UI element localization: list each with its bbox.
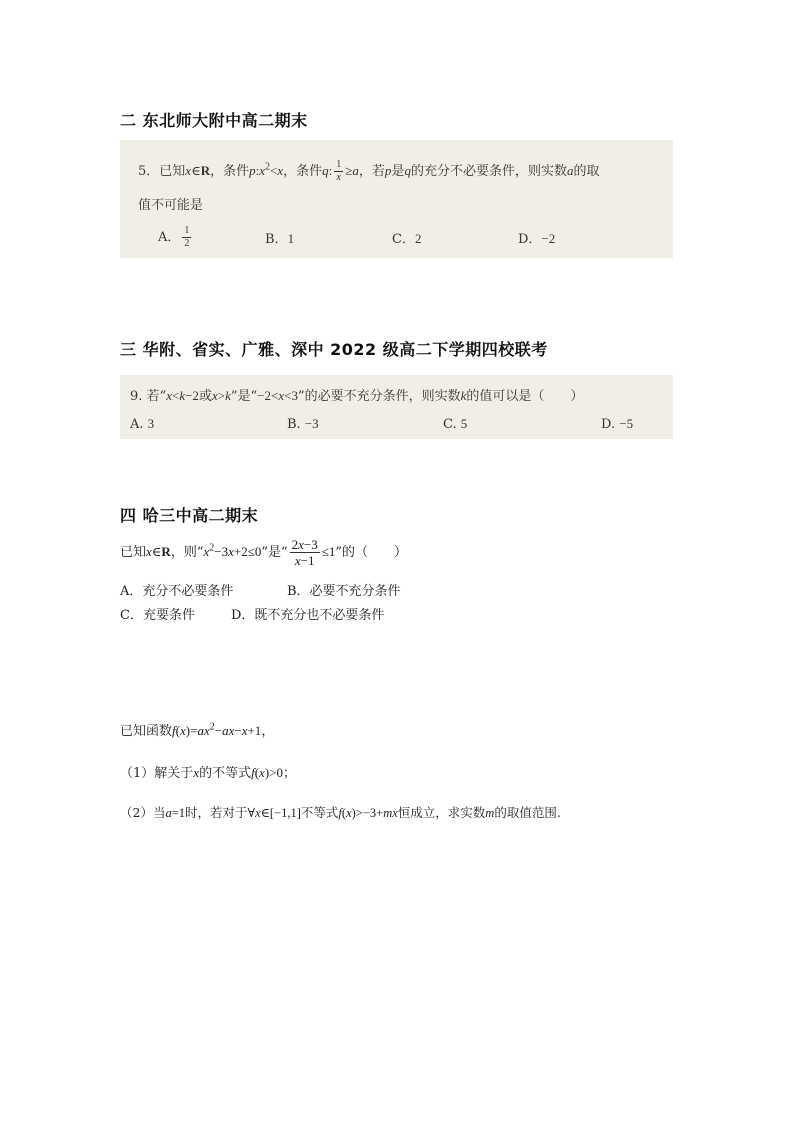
option-a: A．充分不必要条件 <box>120 584 234 599</box>
question-5-line1: 5．已知x∈R，条件$p:x^2<x$，条件q: $\frac{1}{x}$ ≥a，若p是q的充分不必要条件，则实数a的取 <box>138 159 600 183</box>
option-c: C. 5 <box>443 416 468 432</box>
option-a: A. 3 <box>130 416 155 432</box>
problem-part-1: （1）解关于x的不等式f(x)>0； <box>120 765 297 781</box>
option-c: C．2 <box>392 231 422 247</box>
question-9-line1: 9. 若“x<k−2或x>k”是“−2<x<3”的必要不充分条件，则实数k的值可以是（ ） <box>130 388 584 404</box>
question-5-line2: 值不可能是 <box>138 198 204 213</box>
option-b: B. −3 <box>287 416 319 432</box>
option-c: C．充要条件 <box>120 608 195 623</box>
section-heading-2: 二 东北师大附中高二期末 <box>120 111 308 130</box>
option-b: B．1 <box>265 231 295 247</box>
section-heading-3: 三 华附、省实、广雅、深中 2022 级高二下学期四校联考 <box>120 340 548 359</box>
problem-part-2: （2）当a=1时，若对于∀x∈[−1,1]不等式f(x)>−3+mx恒成立，求实数m的取值范围. <box>120 805 561 820</box>
option-b: B．必要不充分条件 <box>287 584 401 599</box>
question-harbin-line1: 已知x∈R，则“$x^2-3x+2\le 0$”是“ $\frac{2x-3}{x-1}$ ≤1”的（ ） <box>120 537 408 568</box>
option-d: D. −5 <box>601 416 634 432</box>
question-box-5 <box>120 140 673 258</box>
option-a: A． $\frac{1}{2}$ <box>158 225 190 249</box>
problem-intro: 已知函数$f(x)=ax^2-ax-x+1$， <box>120 721 275 739</box>
option-d: D．−2 <box>518 231 556 247</box>
question-box-9 <box>120 375 673 439</box>
section-heading-4: 四 哈三中高二期末 <box>120 506 259 525</box>
option-d: D．既不充分也不必要条件 <box>231 608 385 623</box>
